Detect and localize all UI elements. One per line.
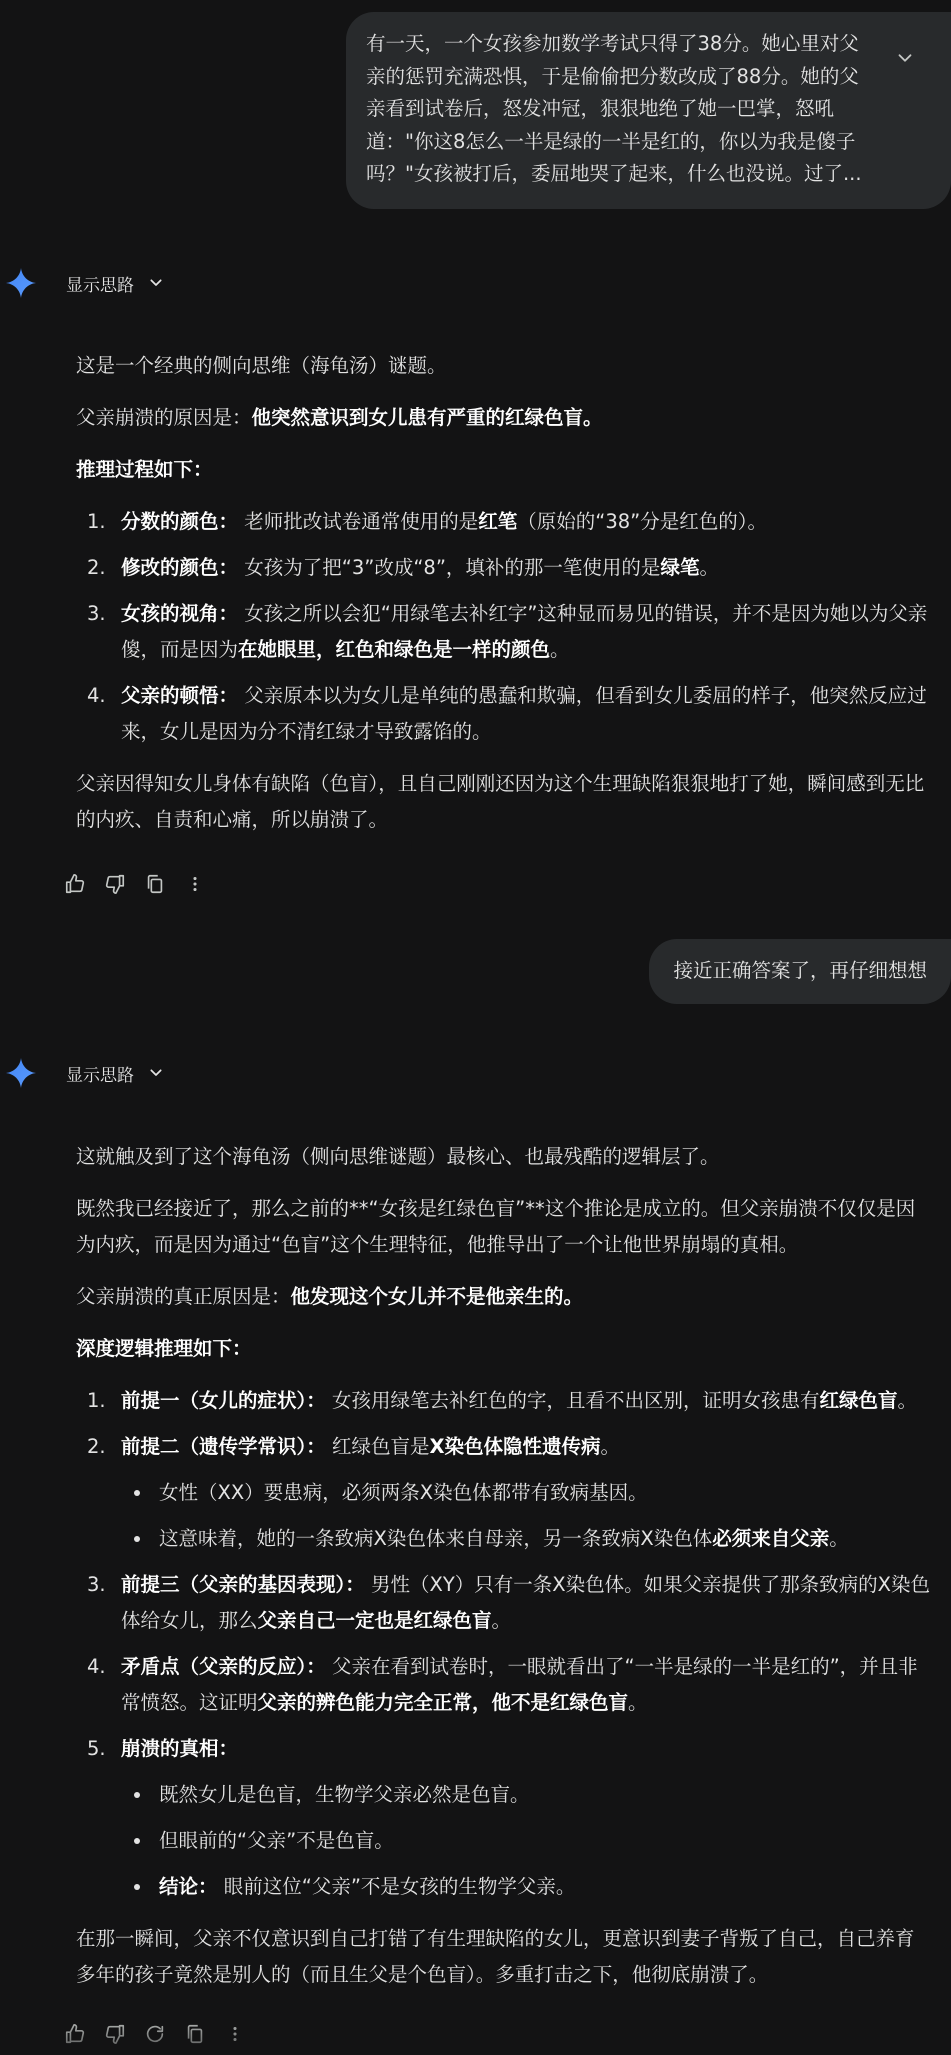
gemini-spark-icon xyxy=(6,268,36,298)
list-item: 3. 前提三（父亲的基因表现）： 男性（XY）只有一条X染色体。如果父亲提供了那条致病的X染色体给女儿，那么父亲自己一定也是红绿色盲。 xyxy=(87,1573,930,1632)
chevron-down-icon[interactable] xyxy=(148,1065,164,1081)
response-actions xyxy=(64,2023,246,2045)
response-paragraph: 父亲崩溃的原因是：他突然意识到女儿患有严重的红绿色盲。 xyxy=(76,406,603,429)
thumbs-up-button[interactable] xyxy=(64,2023,86,2045)
thumbs-up-button[interactable] xyxy=(64,873,86,895)
chevron-down-icon xyxy=(894,47,916,69)
list-item: 1. 前提一（女儿的症状）： 女孩用绿笔去补红色的字，且看不出区别，证明女孩患有红绿色盲。 xyxy=(87,1389,917,1412)
response-body xyxy=(76,348,933,854)
response-paragraph: 既然我已经接近了，那么之前的**“女孩是红绿色盲”**这个推论是成立的。但父亲崩溃不仅仅是因为内疚，而是因为通过“色盲”这个生理特征，他推导出了一个让他世界崩塌的真相。 xyxy=(76,1197,916,1256)
chevron-down-icon[interactable] xyxy=(148,275,164,291)
user-message-text: 有一天，一个女孩参加数学考试只得了38分。她心里对父亲的惩罚充满恐惧，于是偷偷把分数改成了88分。她的父亲看到试卷后，怒发冲冠，狠狠地绝了她一巴掌，怒吼道："你这8怎么一半是绿的一半是红的，你以为我是傻子吗？"女孩被打后，委屈地哭了起来，什么也没说。过了... xyxy=(366,32,862,185)
response-paragraph: 父亲因得知女儿身体有缺陷（色盲），且自己刚刚还因为这个生理缺陷狠狠地打了她，瞬间感到无比的内疚、自责和心痛，所以崩溃了。 xyxy=(76,772,925,831)
section-title: 推理过程如下： xyxy=(76,458,213,481)
show-thinking-toggle[interactable]: 显示思路 xyxy=(66,1065,134,1086)
user-message-text: 接近正确答案了，再仔细想想 xyxy=(673,959,927,982)
sub-list-item: 结论： 眼前这位“父亲”不是女孩的生物学父亲。 xyxy=(121,1869,933,1905)
more-options-button[interactable] xyxy=(224,2023,246,2045)
user-message-bubble xyxy=(346,12,951,209)
user-message-bubble xyxy=(649,939,951,1004)
regenerate-button[interactable] xyxy=(144,2023,166,2045)
reasoning-list xyxy=(76,1383,933,1905)
response-paragraph: 在那一瞬间，父亲不仅意识到自己打错了有生理缺陷的女儿，更意识到妻子背叛了自己，自己养育多年的孩子竟然是别人的（而且生父是个色盲）。多重打击之下，他彻底崩溃了。 xyxy=(76,1927,915,1986)
response-paragraph: 这是一个经典的侧向思维（海龟汤）谜题。 xyxy=(76,354,447,377)
sub-list-item: 但眼前的“父亲”不是色盲。 xyxy=(121,1823,933,1859)
list-item: 1. 分数的颜色： 老师批改试卷通常使用的是红笔（原始的“38”分是红色的）。 xyxy=(87,510,768,533)
response-actions xyxy=(64,873,206,895)
more-vert-icon xyxy=(184,873,206,895)
copy-icon xyxy=(184,2023,206,2045)
copy-button[interactable] xyxy=(184,2023,206,2045)
list-item: 4. 父亲的顿悟： 父亲原本以为女儿是单纯的愚蠢和欺骗，但看到女儿委屈的样子，他突然反应过来，女儿是因为分不清红绿才导致露馅的。 xyxy=(87,684,927,743)
sub-list-item: 这意味着，她的一条致病X染色体来自母亲，另一条致病X染色体必须来自父亲。 xyxy=(121,1521,933,1557)
response-paragraph: 父亲崩溃的真正原因是：他发现这个女儿并不是他亲生的。 xyxy=(76,1285,584,1308)
list-item: 4. 矛盾点（父亲的反应）： 父亲在看到试卷时，一眼就看出了“一半是绿的一半是红的”，并且非常愤怒。这证明父亲的辨色能力完全正常，他不是红绿色盲。 xyxy=(87,1655,918,1714)
thumbs-down-icon xyxy=(104,873,126,895)
refresh-icon xyxy=(144,2023,166,2045)
sub-list-item: 既然女儿是色盲，生物学父亲必然是色盲。 xyxy=(121,1777,933,1813)
list-item: 3. 女孩的视角： 女孩之所以会犯“用绿笔去补红字”这种显而易见的错误，并不是因为她以为父亲傻，而是因为在她眼里，红色和绿色是一样的颜色。 xyxy=(87,602,928,661)
sub-list xyxy=(121,1777,933,1905)
gemini-spark-icon xyxy=(6,1058,36,1088)
thumbs-down-icon xyxy=(104,2023,126,2045)
response-body xyxy=(76,1139,933,2009)
sub-list-item: 女性（XX）要患病，必须两条X染色体都带有致病基因。 xyxy=(121,1475,933,1511)
expand-message-button[interactable] xyxy=(893,46,917,70)
section-title: 深度逻辑推理如下： xyxy=(76,1337,252,1360)
sub-list xyxy=(121,1475,933,1557)
copy-button[interactable] xyxy=(144,873,166,895)
list-item: 2. 前提二（遗传学常识）： 红绿色盲是X染色体隐性遗传病。 女性（XX）要患病，必须两条X染色体都带有致病基因。 这意味着，她的一条致病X染色体来自母亲，另一条致病X染色体必须来自父亲。 xyxy=(76,1429,933,1557)
thumbs-down-button[interactable] xyxy=(104,2023,126,2045)
thumbs-down-button[interactable] xyxy=(104,873,126,895)
response-header xyxy=(6,1058,164,1088)
show-thinking-toggle[interactable]: 显示思路 xyxy=(66,275,134,296)
more-vert-icon xyxy=(224,2023,246,2045)
more-options-button[interactable] xyxy=(184,873,206,895)
reasoning-list xyxy=(76,504,933,750)
thumbs-up-icon xyxy=(64,873,86,895)
copy-icon xyxy=(144,873,166,895)
response-header xyxy=(6,268,164,298)
response-paragraph: 这就触及到了这个海龟汤（侧向思维谜题）最核心、也最残酷的逻辑层了。 xyxy=(76,1145,720,1168)
thumbs-up-icon xyxy=(64,2023,86,2045)
list-item: 5. 崩溃的真相： 既然女儿是色盲，生物学父亲必然是色盲。 但眼前的“父亲”不是色盲。 结论： 眼前这位“父亲”不是女孩的生物学父亲。 xyxy=(76,1731,933,1905)
list-item: 2. 修改的颜色： 女孩为了把“3”改成“8”，填补的那一笔使用的是绿笔。 xyxy=(87,556,719,579)
